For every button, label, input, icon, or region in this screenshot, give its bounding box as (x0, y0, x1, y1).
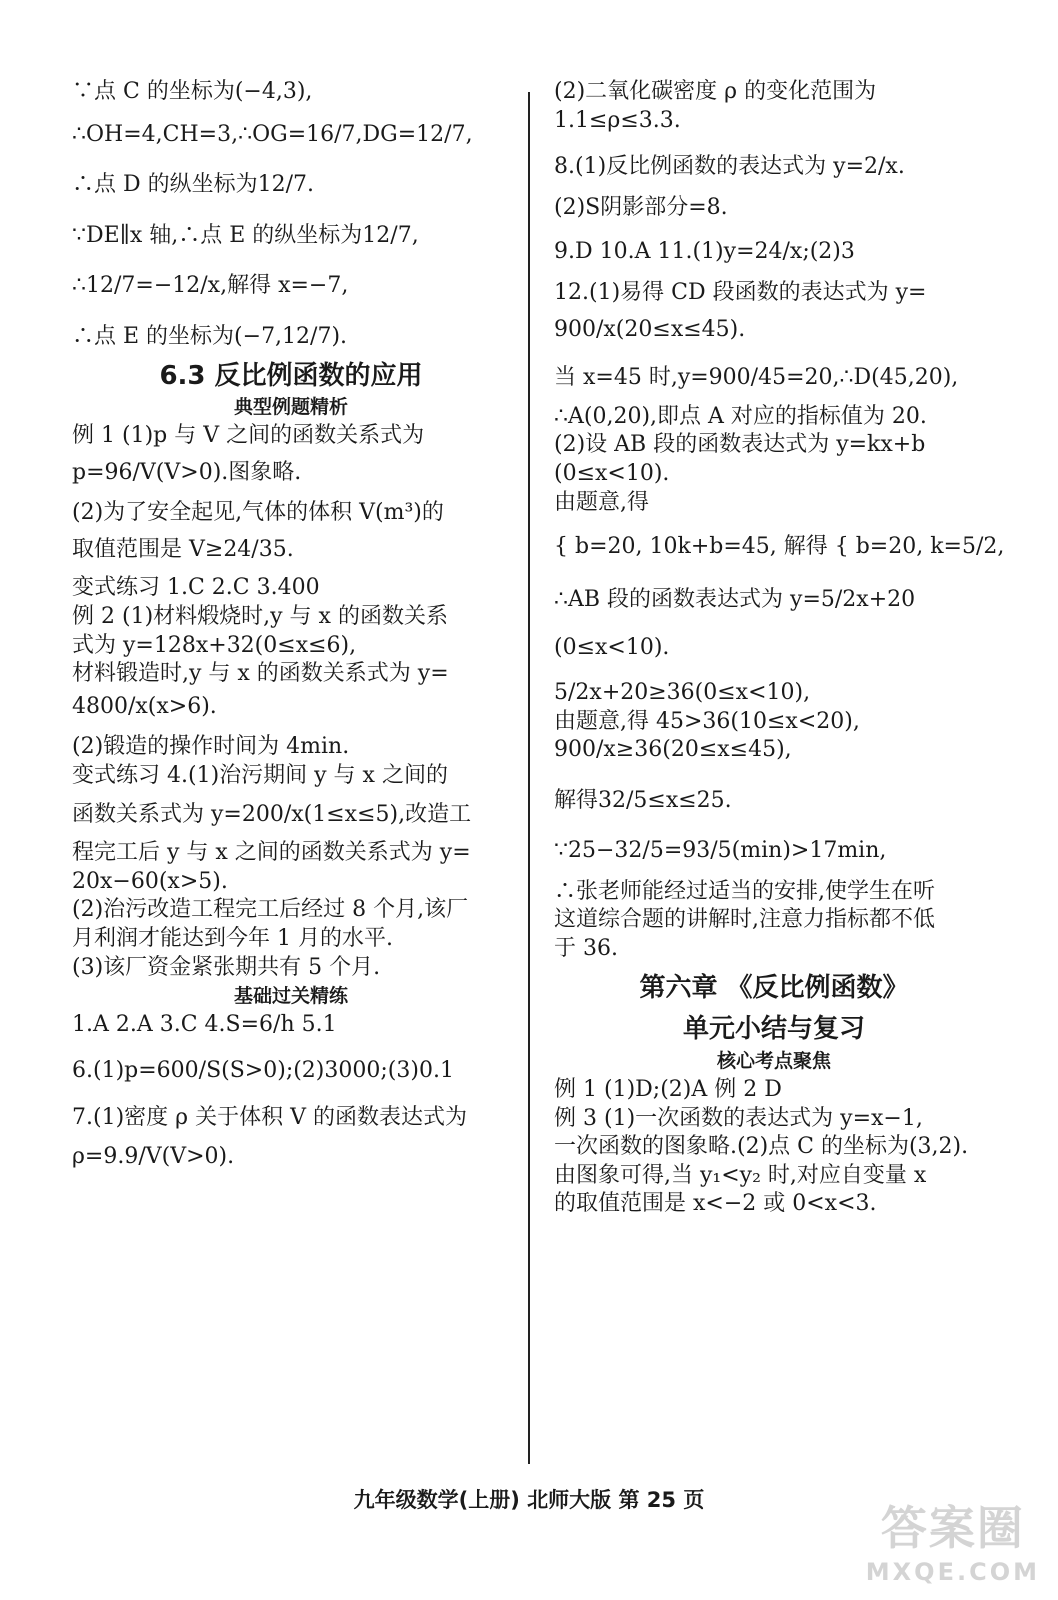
text-line: (2)治污改造工程完工后经过 8 个月,该厂 (72, 897, 469, 923)
left-column (72, 78, 510, 1171)
text-line: (3)该厂资金紧张期共有 5 个月. (72, 954, 381, 980)
text-line: 当 x=45 时,y=900/45=20,∴D(45,20), (554, 365, 959, 391)
column-divider (528, 92, 530, 1464)
text-line: 例 2 (1)材料煅烧时,y 与 x 的函数关系 (72, 604, 448, 630)
text-line: (2)设 AB 段的函数表达式为 y=kx+b (554, 432, 926, 458)
text-line: 解得32/5≤x≤25. (554, 787, 732, 813)
text-line: 的取值范围是 x<−2 或 0<x<3. (554, 1191, 877, 1217)
text-line: 由图象可得,当 y₁<y₂ 时,对应自变量 x (554, 1162, 927, 1188)
watermark-top: 答案圈 (880, 1501, 1025, 1555)
text-line: 由题意,得 (554, 489, 649, 515)
text-line: (2)锻造的操作时间为 4min. (72, 734, 350, 760)
text-line: 6.(1)p=600/S(S>0);(2)3000;(3)0.1 (72, 1058, 454, 1084)
text-line: 于 36. (554, 936, 618, 962)
text-line: ∴AB 段的函数表达式为 y=5/2x+20 (554, 586, 916, 612)
text-line: ∵点 C 的坐标为(−4,3), (72, 79, 313, 104)
text-line: 程完工后 y 与 x 之间的函数关系式为 y= (72, 840, 471, 866)
text-line: 9.D 10.A 11.(1)y=24/x;(2)3 (554, 239, 855, 265)
text-line: ∵DE∥x 轴,∴点 E 的纵坐标为12/7, (72, 222, 419, 248)
text-line: 12.(1)易得 CD 段函数的表达式为 y= (554, 279, 927, 305)
text-line: 900/x≥36(20≤x≤45), (554, 737, 792, 763)
text-line: 变式练习 1.C 2.C 3.400 (72, 575, 320, 601)
text-line: 20x−60(x>5). (72, 868, 228, 894)
text-line: 8.(1)反比例函数的表达式为 y=2/x. (554, 154, 905, 180)
text-line: (0≤x<10). (554, 460, 670, 486)
watermark-logo (866, 1492, 1040, 1586)
section-heading: 基础过关精练 (233, 985, 348, 1008)
watermark-bottom: MXQE.COM (865, 1558, 1040, 1586)
right-column (554, 78, 1005, 1219)
section-heading: 典型例题精析 (233, 396, 348, 419)
text-line: ∴点 D 的纵坐标为12/7. (72, 172, 315, 198)
text-line: 这道综合题的讲解时,注意力指标都不低 (554, 907, 935, 933)
text-line: ∵25−32/5=93/5(min)>17min, (554, 838, 887, 864)
section-heading: 核心考点聚焦 (716, 1050, 831, 1073)
text-line: (2)S阴影部分=8. (554, 194, 728, 220)
text-line: 1.A 2.A 3.C 4.S=6/h 5.1 (72, 1011, 337, 1037)
text-line: 取值范围是 V≥24/35. (72, 536, 294, 562)
text-line: 函数关系式为 y=200/x(1≤x≤5),改造工 (72, 801, 472, 827)
text-line: ∴张老师能经过适当的安排,使学生在听 (554, 878, 935, 904)
section-heading: 6.3 反比例函数的应用 (159, 360, 423, 391)
section-heading: 单元小结与复习 (682, 1014, 865, 1045)
page-footer: 九年级数学(上册) 北师大版 第 25 页 (353, 1488, 705, 1512)
text-line: (0≤x<10). (554, 635, 670, 661)
text-line: 一次函数的图象略.(2)点 C 的坐标为(3,2). (554, 1134, 969, 1160)
text-line: 1.1≤ρ≤3.3. (554, 107, 681, 133)
text-line: ∴12/7=−12/x,解得 x=−7, (72, 273, 349, 299)
text-line: p=96/V(V>0).图象略. (72, 459, 302, 485)
text-line: 材料锻造时,y 与 x 的函数关系式为 y= (72, 661, 449, 687)
text-line: (2)二氧化碳密度 ρ 的变化范围为 (554, 79, 877, 104)
text-line: 例 3 (1)一次函数的表达式为 y=x−1, (554, 1105, 923, 1131)
text-line: { b=20, 10k+b=45, 解得 { b=20, k=5/2, (554, 534, 1005, 560)
text-line: 由题意,得 45>36(10≤x<20), (554, 708, 860, 734)
text-line: 7.(1)密度 ρ 关于体积 V 的函数表达式为 (72, 1105, 467, 1131)
text-line: 例 1 (1)p 与 V 之间的函数关系式为 (72, 423, 425, 449)
text-line: 式为 y=128x+32(0≤x≤6), (72, 632, 357, 658)
text-line: ∴A(0,20),即点 A 对应的指标值为 20. (554, 403, 927, 429)
text-line: 5/2x+20≥36(0≤x<10), (554, 679, 811, 705)
text-line: ρ=9.9/V(V>0). (72, 1143, 235, 1169)
text-line: 900/x(20≤x≤45). (554, 316, 746, 342)
text-line: 4800/x(x>6). (72, 693, 217, 719)
text-line: ∴点 E 的坐标为(−7,12/7). (72, 323, 348, 349)
text-line: (2)为了安全起见,气体的体积 V(m³)的 (72, 500, 444, 526)
text-line: ∴OH=4,CH=3,∴OG=16/7,DG=12/7, (72, 121, 473, 147)
text-line: 月利润才能达到今年 1 月的水平. (72, 925, 393, 951)
text-line: 变式练习 4.(1)治污期间 y 与 x 之间的 (72, 762, 448, 788)
text-line: 例 1 (1)D;(2)A 例 2 D (554, 1076, 782, 1102)
section-heading: 第六章 《反比例函数》 (639, 972, 909, 1003)
